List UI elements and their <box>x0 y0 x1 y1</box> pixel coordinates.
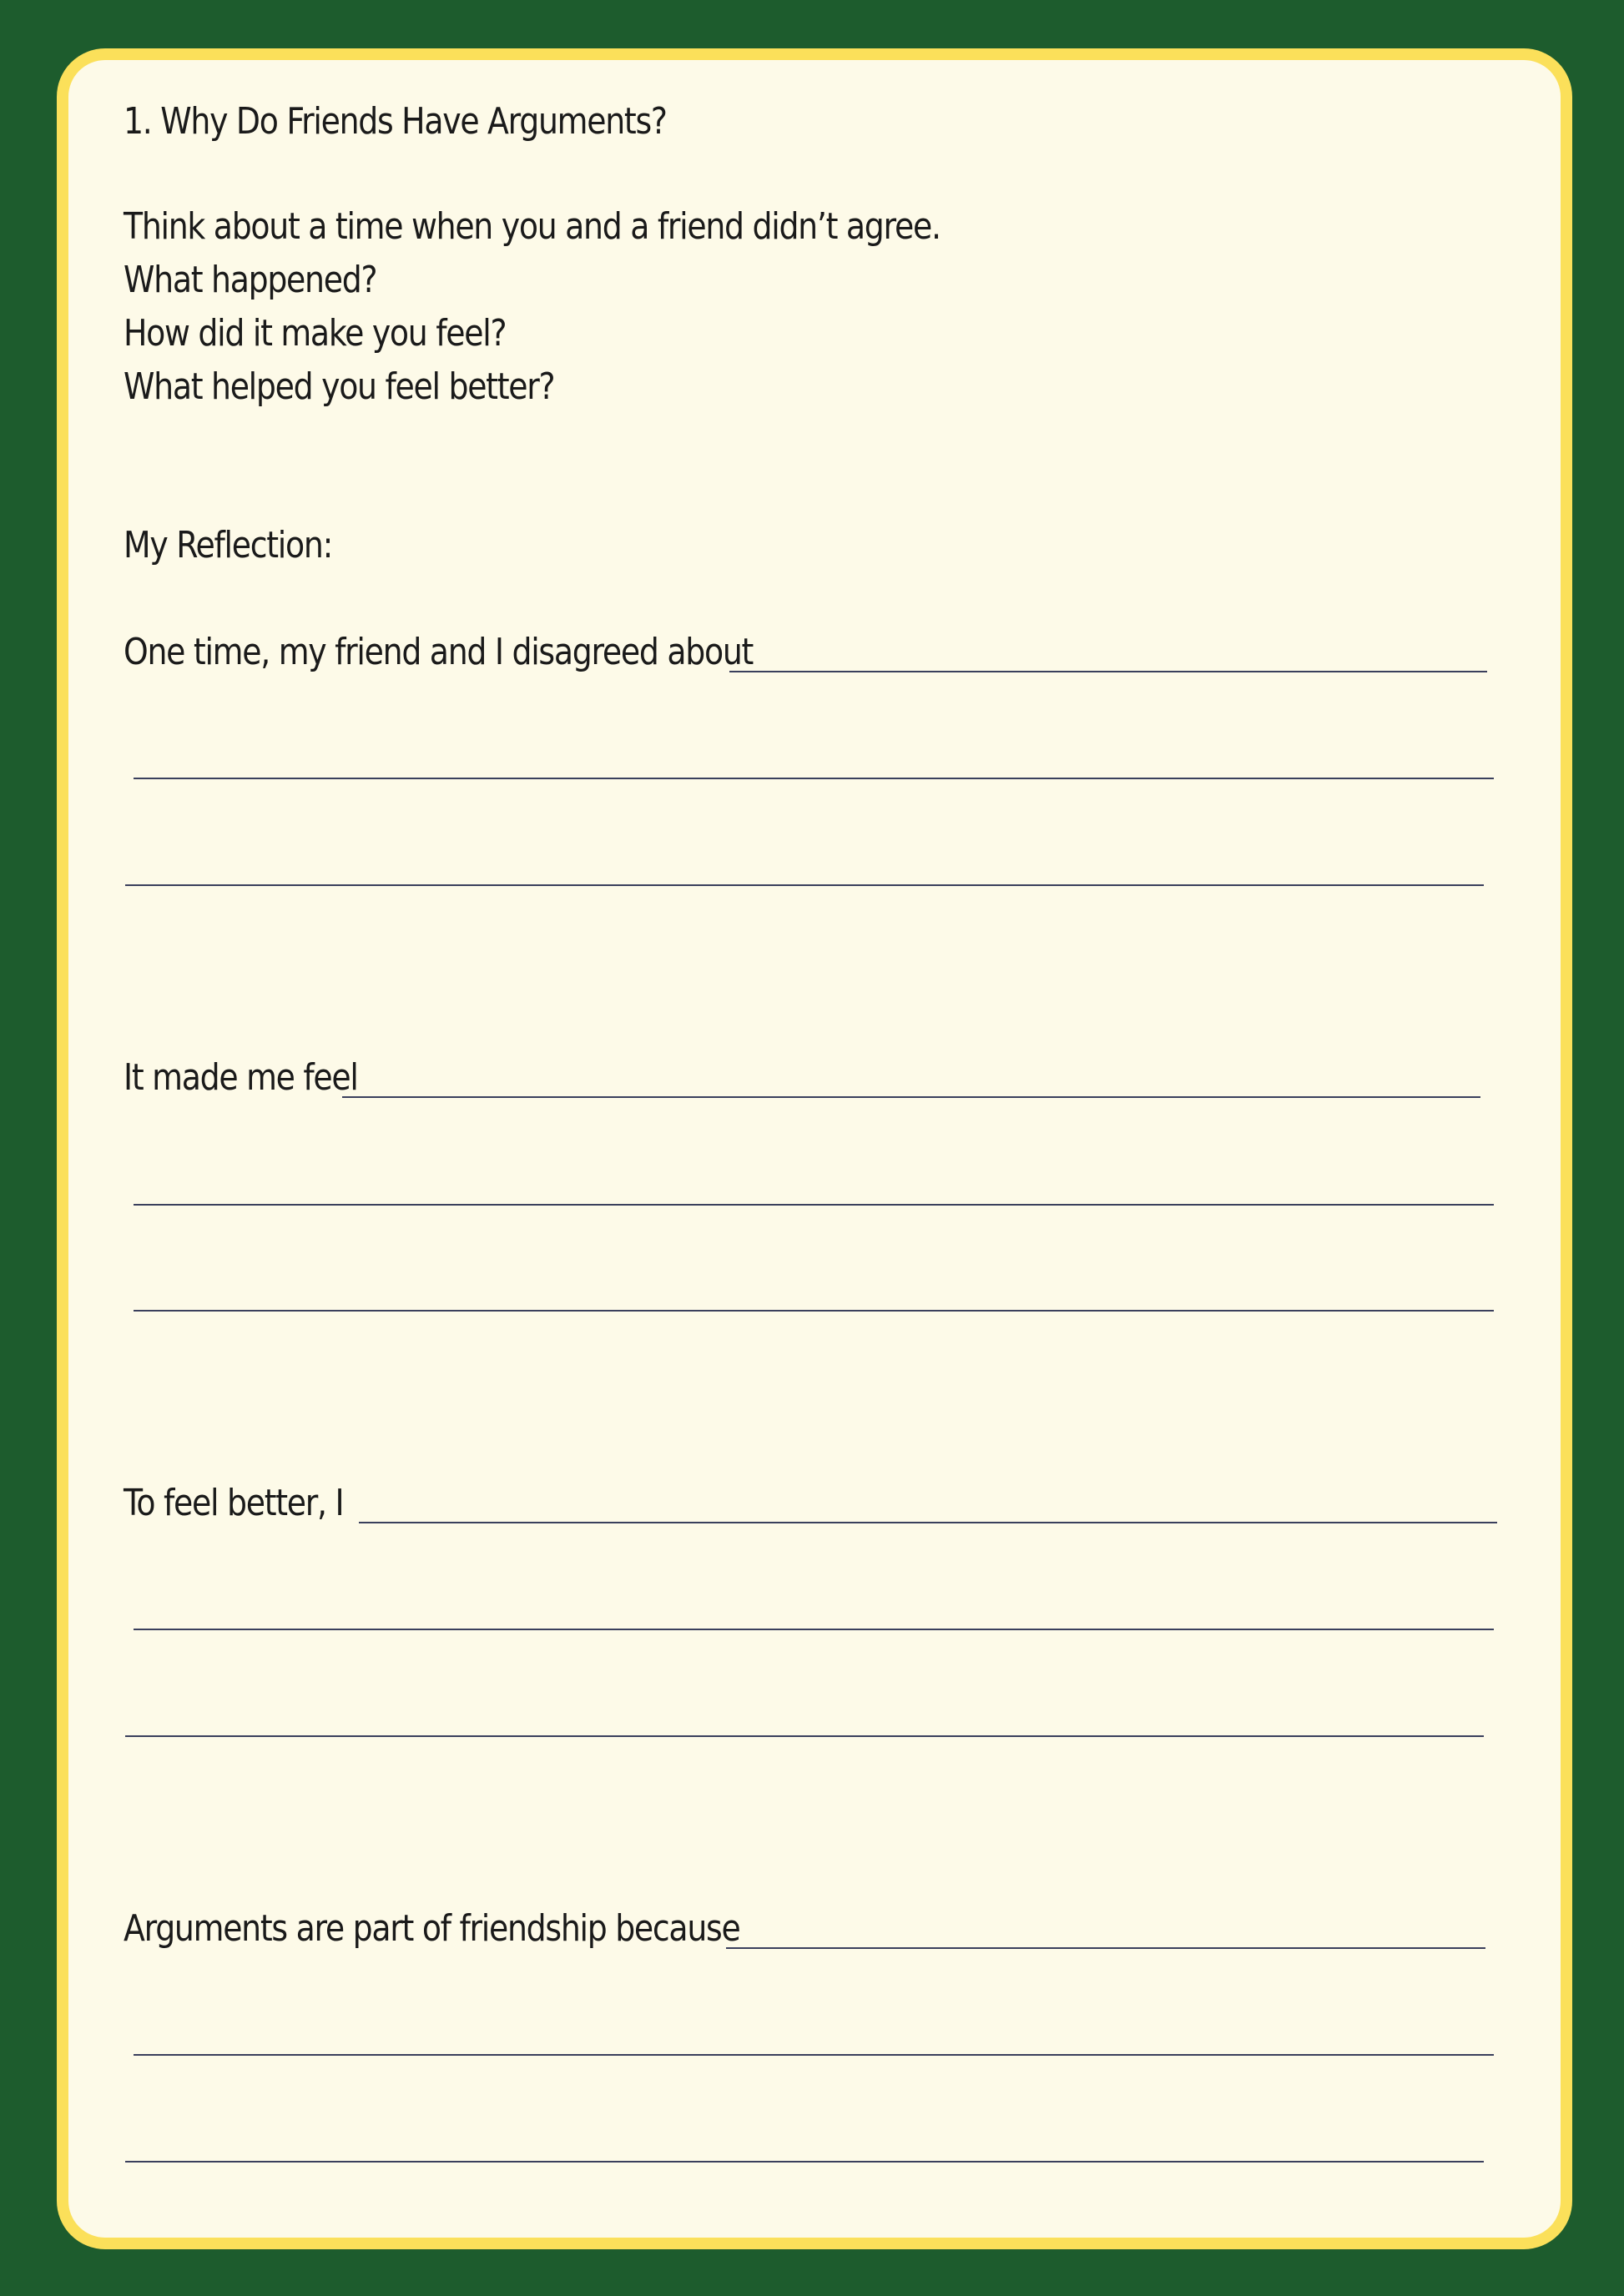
answer-line[interactable] <box>726 1947 1485 1949</box>
sentence-starter-arguments: Arguments are part of friendship because <box>124 1907 740 1950</box>
reflection-heading: My Reflection: <box>124 524 333 566</box>
answer-line[interactable] <box>134 1629 1494 1630</box>
prompt-line-3: How did it make you feel? <box>124 312 507 355</box>
sentence-starter-feel: It made me feel <box>124 1056 358 1099</box>
answer-line[interactable] <box>125 2161 1484 2163</box>
answer-line[interactable] <box>134 778 1494 779</box>
worksheet-title: 1. Why Do Friends Have Arguments? <box>124 100 667 143</box>
answer-line[interactable] <box>134 1310 1494 1312</box>
answer-line[interactable] <box>134 1204 1494 1206</box>
prompt-line-1: Think about a time when you and a friend didn’t agree. <box>124 205 941 248</box>
answer-line[interactable] <box>729 671 1487 672</box>
sentence-starter-disagreed: One time, my friend and I disagreed about <box>124 631 754 673</box>
prompt-line-4: What helped you feel better? <box>124 365 555 408</box>
answer-line[interactable] <box>342 1096 1480 1098</box>
answer-line[interactable] <box>125 1735 1484 1737</box>
answer-line[interactable] <box>125 884 1484 886</box>
answer-line[interactable] <box>359 1522 1497 1523</box>
prompt-line-2: What happened? <box>124 259 377 301</box>
sentence-starter-feel-better: To feel better, I <box>124 1482 344 1524</box>
answer-line[interactable] <box>134 2054 1494 2056</box>
